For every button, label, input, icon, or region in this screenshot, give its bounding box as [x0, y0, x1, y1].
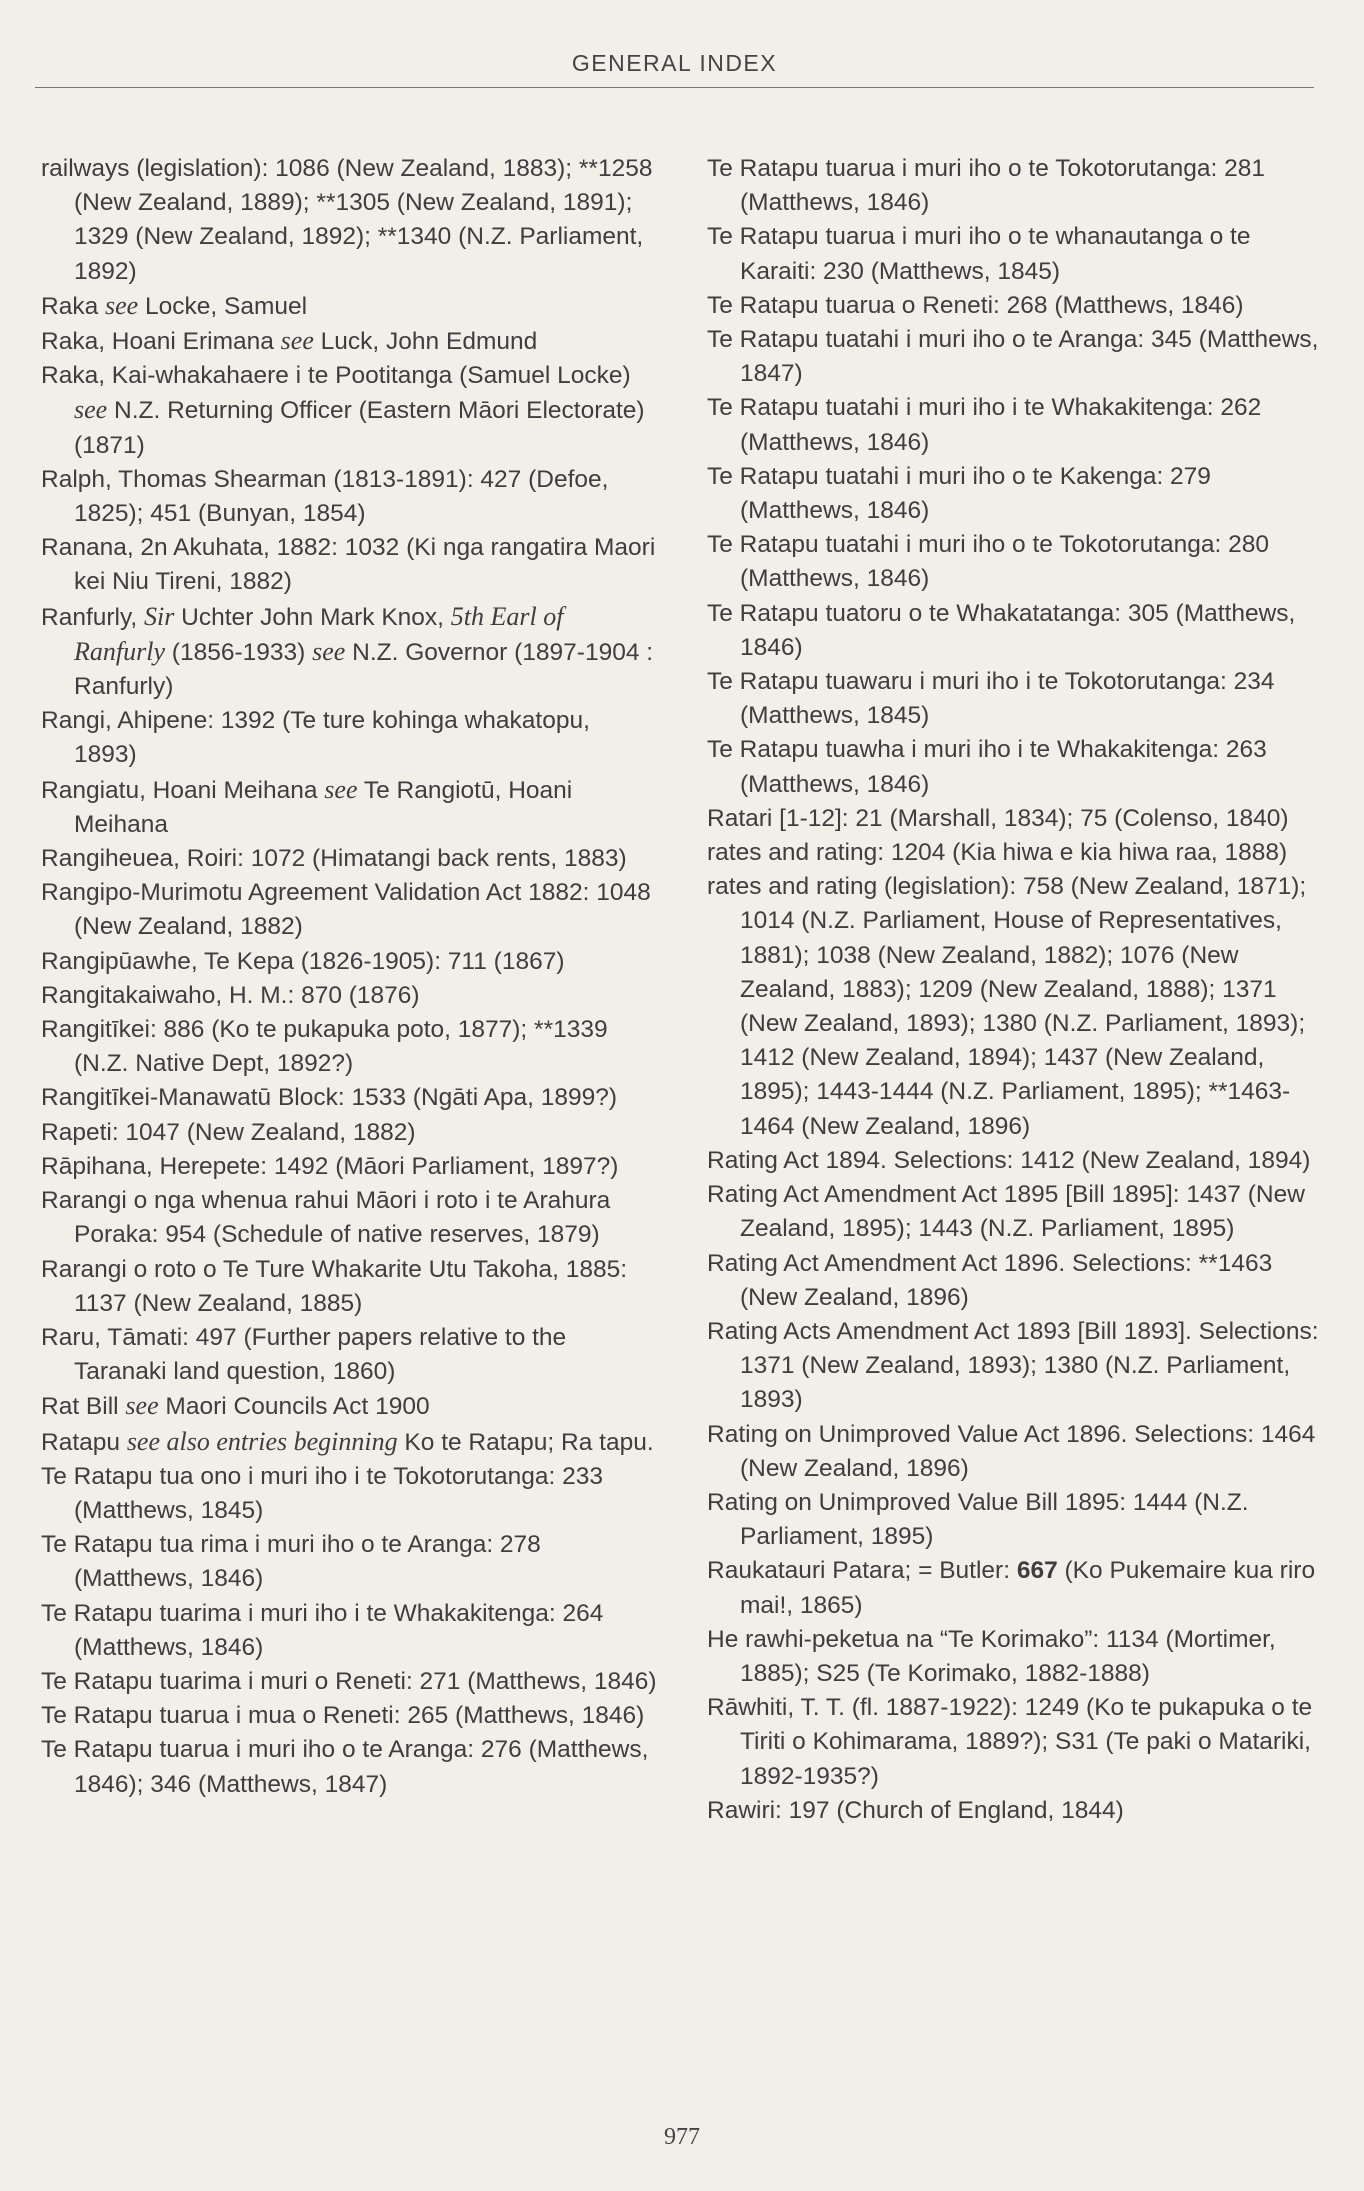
entry-text: Te Ratapu tuarua i muri iho o te Aranga: 276 (Matthews, 1846); 346 (Matthews, 1847)	[41, 1736, 649, 1798]
entry-text: Te Ratapu tuarima i muri iho i te Whakakitenga: 264 (Matthews, 1846)	[41, 1599, 604, 1661]
index-entry	[707, 220, 1332, 288]
index-entry	[41, 979, 659, 1013]
index-entry	[41, 1425, 659, 1460]
index-entry	[41, 1150, 659, 1184]
entry-text: Rarangi o nga whenua rahui Māori i roto i te Arahura Poraka: 954 (Schedule of native reserves, 1879)	[41, 1187, 611, 1249]
index-entry	[707, 665, 1332, 733]
index-entry	[41, 1116, 659, 1150]
entry-text: Te Ratapu tuatahi i muri iho i te Whakakitenga: 262 (Matthews, 1846)	[707, 394, 1262, 456]
italic-text: see also entries beginning	[126, 1426, 398, 1456]
entry-text: railways (legislation): 1086 (New Zealand, 1883); **1258 (New Zealand, 1889); **1305 (New Zealand, 1891); 1329 (New Zealand, 1892); **1340 (N.Z. Parliament, 1892)	[41, 155, 653, 285]
entry-text: Raukatauri Patara; = Butler:	[707, 1557, 1017, 1585]
index-entry	[707, 1554, 1332, 1622]
entry-text: Maori Councils Act 1900	[158, 1393, 430, 1421]
entry-text: Rangi, Ahipene: 1392 (Te ture kohinga whakatopu, 1893)	[41, 707, 590, 769]
entry-text: Raka	[41, 292, 106, 320]
entry-text: Rating on Unimproved Value Act 1896. Selections: 1464 (New Zealand, 1896)	[707, 1420, 1316, 1482]
index-entry	[707, 1486, 1332, 1554]
entry-text: Ko te Ratapu; Ra tapu.	[397, 1428, 654, 1456]
index-entry	[707, 1794, 1332, 1828]
italic-text: see	[74, 395, 108, 425]
index-entry	[41, 1184, 659, 1252]
index-column-right	[707, 152, 1332, 1828]
entry-text: Raka, Hoani Erimana	[41, 328, 281, 356]
index-entry	[41, 531, 659, 599]
entry-text: Rating Act Amendment Act 1896. Selections: **1463 (New Zealand, 1896)	[707, 1249, 1273, 1311]
entry-text: Rarangi o roto o Te Ture Whakarite Utu Takoha, 1885: 1137 (New Zealand, 1885)	[41, 1255, 628, 1317]
index-entry	[41, 1013, 659, 1081]
entry-text: N.Z. Returning Officer (Eastern Māori Electorate) (1871)	[74, 397, 645, 459]
index-entry	[707, 152, 1332, 220]
italic-text: see	[125, 1391, 159, 1421]
index-entry	[707, 1418, 1332, 1486]
index-entry	[41, 1081, 659, 1115]
index-entry	[707, 1691, 1332, 1794]
index-entry	[41, 289, 659, 324]
index-entry	[41, 1699, 659, 1733]
entry-text: Uchter John Mark Knox,	[174, 603, 451, 631]
entry-text: Te Ratapu tuarua i muri iho o te Tokotorutanga: 281 (Matthews, 1846)	[707, 155, 1265, 217]
entry-text: Ralph, Thomas Shearman (1813-1891): 427 (Defoe, 1825); 451 (Bunyan, 1854)	[41, 465, 609, 528]
index-entry	[41, 1389, 659, 1424]
running-header: GENERAL INDEX	[35, 50, 1314, 88]
entry-text: Rangitakaiwaho, H. M.: 870 (1876)	[41, 981, 420, 1009]
entry-text: N.Z. Governor (1897-1904 : Ranfurly)	[74, 638, 654, 701]
index-entry	[707, 1623, 1332, 1691]
entry-text: Te Ratapu tuarua i mua o Reneti: 265 (Matthews, 1846)	[41, 1702, 645, 1730]
entry-text: Rangipūawhe, Te Kepa (1826-1905): 711 (1867)	[41, 947, 565, 975]
index-entry	[707, 1178, 1332, 1246]
entry-text: Luck, John Edmund	[313, 328, 538, 356]
entry-text: Te Ratapu tuarua i muri iho o te whanautanga o te Karaiti: 230 (Matthews, 1845)	[707, 223, 1251, 285]
page-number: 977	[664, 2124, 700, 2150]
entry-text: Raka, Kai-whakahaere i te Pootitanga (Samuel Locke)	[41, 362, 631, 390]
index-column-left	[41, 152, 659, 1802]
italic-text: see	[312, 636, 346, 666]
entry-text: He rawhi-peketua na “Te Korimako”: 1134 (Mortimer, 1885); S25 (Te Korimako, 1882-1888)	[707, 1625, 1276, 1687]
entry-text: Ranana, 2n Akuhata, 1882: 1032 (Ki nga rangatira Maori kei Niu Tireni, 1882)	[41, 534, 656, 596]
entry-text: Rangipo-Murimotu Agreement Validation Act 1882: 1048 (New Zealand, 1882)	[41, 879, 651, 941]
index-entry	[41, 1321, 659, 1389]
index-entry	[707, 836, 1332, 870]
entry-text: Rapeti: 1047 (New Zealand, 1882)	[41, 1118, 416, 1146]
entry-text: Te Ratapu tuawaru i muri iho i te Tokotorutanga: 234 (Matthews, 1845)	[707, 668, 1275, 730]
bold-text: 667	[1016, 1557, 1058, 1585]
entry-text: Te Ratapu tua rima i muri iho o te Aranga: 278 (Matthews, 1846)	[41, 1531, 541, 1593]
entry-text: Rating Act 1894. Selections: 1412 (New Zealand, 1894)	[707, 1146, 1311, 1174]
entry-text: Rawiri: 197 (Church of England, 1844)	[707, 1796, 1124, 1824]
index-entry	[41, 876, 659, 944]
index-entry	[41, 1253, 659, 1321]
index-entry	[41, 842, 659, 876]
index-entry	[707, 289, 1332, 323]
index-entry	[41, 359, 659, 463]
index-entry	[41, 324, 659, 359]
index-entry	[41, 1665, 659, 1699]
index-entry	[41, 152, 659, 289]
italic-text: see	[324, 774, 358, 804]
index-entry	[707, 323, 1332, 391]
entry-text: Te Ratapu tuatahi i muri iho o te Aranga: 345 (Matthews, 1847)	[707, 326, 1319, 388]
entry-text: Rating Act Amendment Act 1895 [Bill 1895]: 1437 (New Zealand, 1895); 1443 (N.Z. Parliament, 1895)	[707, 1181, 1305, 1243]
entry-text: Rāwhiti, T. T. (fl. 1887-1922): 1249 (Ko te pukapuka o te Tiriti o Kohimarama, 1889?); S31 (Te paki o Matariki, 1892-1935?)	[707, 1694, 1313, 1790]
index-entry	[41, 773, 659, 842]
entry-text: Ratari [1-12]: 21 (Marshall, 1834); 75 (Colenso, 1840)	[707, 804, 1289, 832]
index-entry	[41, 600, 659, 705]
entry-text: Te Ratapu tua ono i muri iho i te Tokotorutanga: 233 (Matthews, 1845)	[41, 1462, 604, 1524]
entry-text: Rangitīkei-Manawatū Block: 1533 (Ngāti Apa, 1899?)	[41, 1084, 618, 1112]
entry-text: Rangiatu, Hoani Meihana	[41, 776, 325, 804]
index-entry	[707, 870, 1332, 1144]
entry-text: Te Ratapu tuarima i muri o Reneti: 271 (Matthews, 1846)	[41, 1667, 657, 1695]
entry-text: Rangiheuea, Roiri: 1072 (Himatangi back rents, 1883)	[41, 845, 627, 873]
entry-text: Te Ratapu tuawha i muri iho i te Whakakitenga: 263 (Matthews, 1846)	[707, 736, 1267, 798]
entry-text: Te Ratapu tuarua o Reneti: 268 (Matthews, 1846)	[707, 291, 1244, 319]
index-entry	[707, 460, 1332, 528]
index-entry	[707, 733, 1332, 801]
entry-text: Rating Acts Amendment Act 1893 [Bill 1893]. Selections: 1371 (New Zealand, 1893); 1380 (N.Z. Parliament, 1893)	[707, 1317, 1319, 1414]
italic-text: 5th Earl of Ranfurly	[74, 601, 564, 666]
entry-text: Ranfurly,	[41, 603, 145, 631]
entry-text: Rāpihana, Herepete: 1492 (Māori Parliament, 1897?)	[41, 1152, 619, 1180]
entry-text: Te Ratapu tuatahi i muri iho o te Tokotorutanga: 280 (Matthews, 1846)	[707, 531, 1270, 593]
index-entry	[41, 1528, 659, 1596]
italic-text: Sir	[144, 601, 175, 631]
index-entry	[707, 528, 1332, 596]
entry-text: Te Rangiotū, Hoani Meihana	[74, 776, 573, 838]
entry-text: Rating on Unimproved Value Bill 1895: 1444 (N.Z. Parliament, 1895)	[707, 1488, 1249, 1551]
index-entry	[41, 1733, 659, 1801]
entry-text: Raru, Tāmati: 497 (Further papers relative to the Taranaki land question, 1860)	[41, 1323, 567, 1386]
entry-text: Te Ratapu tuatahi i muri iho o te Kakenga: 279 (Matthews, 1846)	[707, 462, 1211, 525]
index-entry	[41, 1460, 659, 1528]
index-entry	[707, 1144, 1332, 1178]
index-entry	[707, 391, 1332, 459]
entry-text: Ratapu	[41, 1428, 127, 1456]
entry-text: Te Ratapu tuatoru o te Whakatatanga: 305 (Matthews, 1846)	[707, 599, 1296, 661]
entry-text: rates and rating: 1204 (Kia hiwa e kia hiwa raa, 1888)	[707, 839, 1288, 867]
italic-text: see	[105, 290, 139, 320]
entry-text: Rangitīkei: 886 (Ko te pukapuka poto, 1877); **1339 (N.Z. Native Dept, 1892?)	[41, 1016, 608, 1078]
italic-text: see	[280, 326, 314, 356]
entry-text: Rat Bill	[41, 1393, 126, 1421]
entry-text: (1856-1933)	[165, 638, 313, 666]
index-entry	[41, 1597, 659, 1665]
entry-text: Locke, Samuel	[138, 292, 308, 320]
index-entry	[41, 463, 659, 531]
index-entry	[707, 1247, 1332, 1315]
index-entry	[707, 1315, 1332, 1418]
entry-text: rates and rating (legislation): 758 (New Zealand, 1871); 1014 (N.Z. Parliament, House of Representatives, 1881); 1038 (New Zealand, 1882); 1076 (New Zealand, 1883); 1209 (New Zealand, 1888); 1371 (New Zealand, 1893); 1380 (N.Z. Parliament, 1893); 1412 (New Zealand, 1894); 1437 (New Zealand, 1895); 1443-1444 (N.Z. Parliament, 1895); **1463-1464 (New Zealand, 1896)	[707, 873, 1307, 1140]
index-entry	[41, 945, 659, 979]
index-entry	[707, 597, 1332, 665]
index-entry	[707, 802, 1332, 836]
entry-text: (Ko Pukemaire kua riro mai!, 1865)	[740, 1557, 1316, 1619]
index-entry	[41, 704, 659, 772]
